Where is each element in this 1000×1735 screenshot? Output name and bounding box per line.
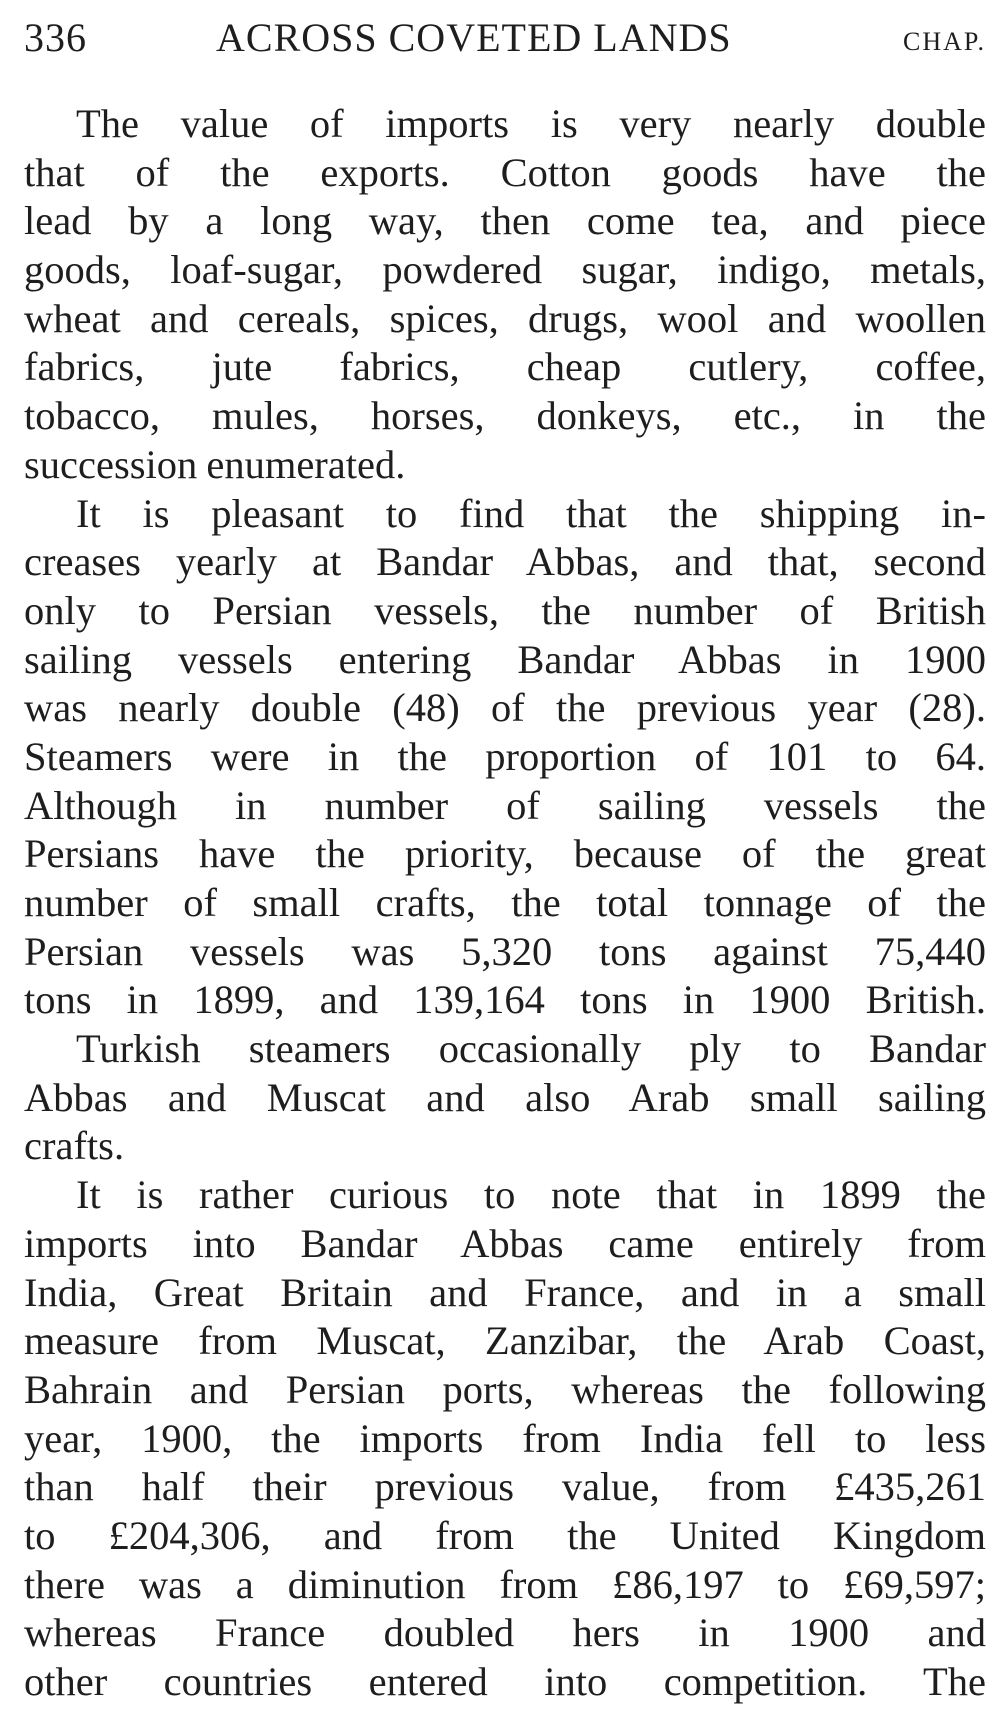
text-line: Although in number of sailing vessels the	[24, 782, 986, 828]
text-line: measure from Muscat, Zanzibar, the Arab Coast,	[24, 1318, 986, 1364]
text-line: Abbas and Muscat and also Arab small sailing	[24, 1074, 986, 1120]
text-line: The value of imports is very nearly double	[76, 101, 986, 146]
text-line: than half their previous value, from £435,261	[24, 1464, 986, 1510]
text-line: whereas France doubled hers in 1900 and	[24, 1610, 986, 1656]
text-line: that of the exports. Cotton goods have the	[24, 149, 986, 195]
text-line: wheat and cereals, spices, drugs, wool and woollen	[24, 295, 986, 341]
running-head	[24, 8, 986, 68]
text-line: sailing vessels entering Bandar Abbas in 1900	[24, 636, 986, 682]
text-line: was nearly double (48) of the previous year (28).	[24, 685, 986, 731]
text-line: India, Great Britain and France, and in a small	[24, 1269, 986, 1315]
body-text	[24, 100, 986, 1707]
text-line: lead by a long way, then come tea, and piece	[24, 198, 986, 244]
text-line: other countries entered into competition. The	[24, 1659, 986, 1704]
text-line: Steamers were in the proportion of 101 to 64.	[24, 733, 986, 779]
text-line: to £204,306, and from the United Kingdom	[24, 1512, 986, 1558]
book-page	[24, 0, 986, 1735]
text-line: Turkish steamers occasionally ply to Bandar	[76, 1026, 986, 1072]
book-title: ACROSS COVETED LANDS	[216, 15, 732, 60]
text-line: number of small crafts, the total tonnage of the	[24, 880, 986, 925]
text-line: imports into Bandar Abbas came entirely from	[24, 1220, 986, 1266]
text-line: year, 1900, the imports from India fell to less	[24, 1415, 986, 1461]
text-line: Persian vessels was 5,320 tons against 75,440	[24, 928, 986, 974]
text-line: crafts.	[24, 1123, 125, 1169]
text-line: Persians have the priority, because of the great	[24, 831, 986, 877]
text-line: It is rather curious to note that in 1899 the	[76, 1172, 986, 1218]
text-line: there was a diminution from £86,197 to £69,597;	[24, 1561, 986, 1607]
chapter-label: CHAP.	[903, 27, 986, 56]
text-line: It is pleasant to find that the shipping in-	[76, 490, 986, 536]
text-line: tons in 1899, and 139,164 tons in 1900 British.	[24, 977, 986, 1023]
text-line: goods, loaf-sugar, powdered sugar, indigo, metals,	[24, 247, 986, 293]
text-line: tobacco, mules, horses, donkeys, etc., in the	[24, 393, 986, 439]
text-line: succession enumerated.	[24, 441, 406, 487]
text-line: Bahrain and Persian ports, whereas the following	[24, 1366, 986, 1412]
text-line: creases yearly at Bandar Abbas, and that, second	[24, 539, 986, 585]
page-number: 336	[24, 15, 87, 60]
text-line: only to Persian vessels, the number of British	[24, 587, 986, 633]
text-line: fabrics, jute fabrics, cheap cutlery, coffee,	[24, 344, 986, 390]
